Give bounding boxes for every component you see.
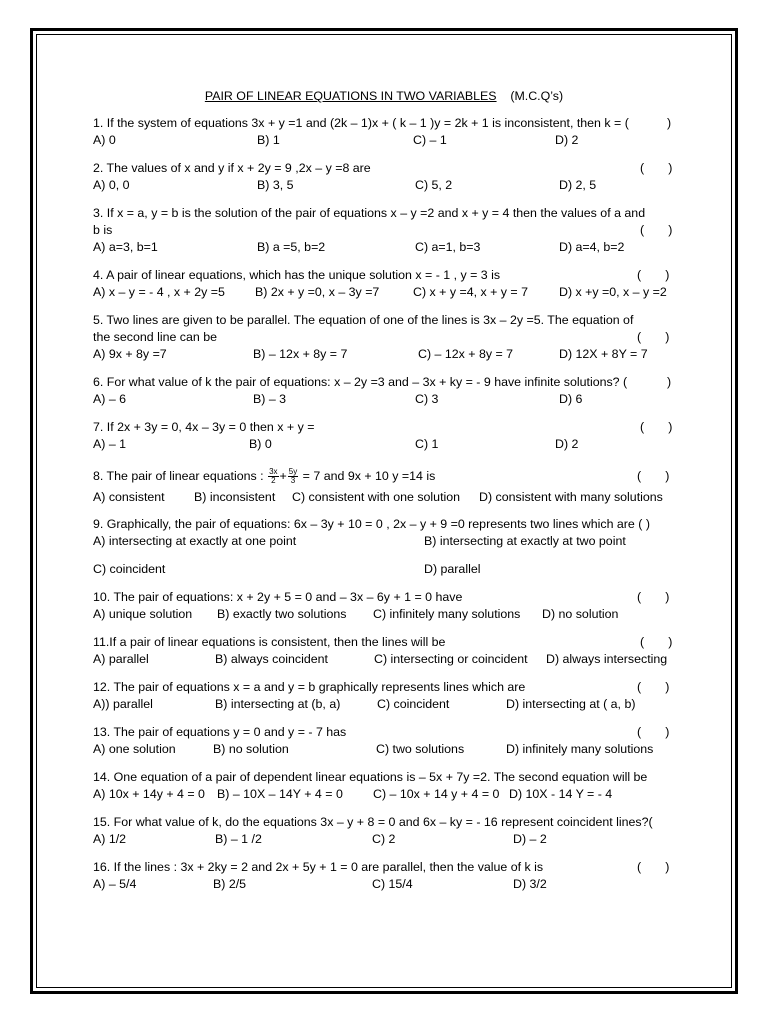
page-title (0, 89, 768, 103)
question-text-post: and 9x + 10 y =14 is (323, 469, 436, 483)
fraction-numerator: 3x (269, 467, 278, 477)
option-d: D) always intersecting (546, 652, 668, 666)
option-a: A)) parallel (93, 697, 153, 711)
answer-bracket: ( ) (637, 330, 670, 344)
answer-bracket: ( ) (640, 420, 673, 434)
option-c: C) coincident (93, 562, 166, 576)
answer-bracket: ( ) (637, 469, 670, 483)
option-c: C) – 1 (413, 133, 447, 147)
option-a: A) unique solution (93, 607, 193, 621)
answer-bracket: ( ) (637, 590, 670, 604)
question-10 (93, 589, 683, 623)
option-c: C) coincident (377, 697, 450, 711)
question-text: 3. If x = a, y = b is the solution of the pair of equations x – y =2 and x + y = 4 then the values of a and (93, 206, 646, 220)
question-text: 1. If the system of equations 3x + y =1 and (2k – 1)x + ( k – 1 )y = 2k + 1 is inconsistent, then k = ( (93, 116, 629, 130)
option-c: C) 3 (415, 392, 439, 406)
option-a: A) 9x + 8y =7 (93, 347, 167, 361)
option-a: A) – 5/4 (93, 877, 137, 891)
option-c: C) – 10x + 14 y + 4 = 0 (373, 787, 500, 801)
equals-value: = 7 (302, 469, 321, 483)
option-a: A) – 1 (93, 437, 127, 451)
question-text-cont: b is (93, 223, 113, 237)
question-16 (93, 859, 683, 893)
option-d: D) no solution (542, 607, 619, 621)
option-d: D) intersecting at ( a, b) (506, 697, 636, 711)
option-d: D) 12X + 8Y = 7 (559, 347, 648, 361)
fraction-3x-over-2 (268, 468, 278, 485)
option-d: D) a=4, b=2 (559, 240, 625, 254)
option-d: D) 10X - 14 Y = - 4 (509, 787, 613, 801)
fraction-5y-over-3 (288, 468, 298, 485)
option-a: A) parallel (93, 652, 149, 666)
answer-bracket-close: ) (667, 375, 672, 389)
question-15 (93, 814, 683, 848)
option-a: A) one solution (93, 742, 176, 756)
question-text-cont: the second line can be (93, 330, 217, 344)
question-text: 13. The pair of equations y = 0 and y = - 7 has (93, 725, 347, 739)
question-text: 12. The pair of equations x = a and y = b graphically represents lines which are (93, 680, 526, 694)
plus-sign: + (279, 469, 287, 483)
option-d: D) 3/2 (513, 877, 547, 891)
question-6 (93, 374, 683, 408)
title-tag: (M.C.Q’s) (510, 89, 564, 103)
question-8 (93, 466, 683, 506)
answer-bracket: ( ) (640, 223, 673, 237)
answer-bracket: ( ) (640, 635, 673, 649)
option-b: B) inconsistent (194, 490, 276, 504)
option-b: B) – 1 /2 (215, 832, 262, 846)
option-d: D) – 2 (513, 832, 547, 846)
question-7 (93, 419, 683, 453)
option-a: A) 0 (93, 133, 116, 147)
option-d: D) x +y =0, x – y =2 (559, 285, 667, 299)
option-c: C) x + y =4, x + y = 7 (413, 285, 529, 299)
fraction-denominator: 2 (271, 476, 276, 486)
question-5 (93, 312, 683, 363)
option-c: C) – 12x + 8y = 7 (418, 347, 514, 361)
option-a: A) 0, 0 (93, 178, 130, 192)
option-b: B) intersecting at (b, a) (215, 697, 341, 711)
option-d: D) 2, 5 (559, 178, 597, 192)
question-text: 8. The pair of linear equations : (93, 469, 264, 483)
question-text: 15. For what value of k, do the equations 3x – y + 8 = 0 and 6x – ky = - 16 represent coincident lines?( (93, 815, 653, 829)
option-b: B) 2/5 (213, 877, 247, 891)
option-a: A) 10x + 14y + 4 = 0 (93, 787, 205, 801)
answer-bracket: ( ) (637, 268, 670, 282)
option-b: B) 0 (249, 437, 272, 451)
option-d: D) 2 (555, 437, 579, 451)
fraction-denominator: 3 (290, 476, 296, 486)
option-a: A) a=3, b=1 (93, 240, 158, 254)
option-b: B) – 10X – 14Y + 4 = 0 (217, 787, 343, 801)
option-d: D) infinitely many solutions (506, 742, 654, 756)
fraction-numerator: 5y (288, 467, 298, 477)
answer-bracket: ( ) (637, 860, 670, 874)
option-c: C) 5, 2 (415, 178, 453, 192)
option-c: C) infinitely many solutions (373, 607, 521, 621)
option-b: B) – 3 (253, 392, 287, 406)
question-13 (93, 724, 683, 758)
option-c: C) 15/4 (372, 877, 413, 891)
option-b: B) exactly two solutions (217, 607, 347, 621)
option-a: A) – 6 (93, 392, 127, 406)
question-text: 11.If a pair of linear equations is consistent, then the lines will be (93, 635, 446, 649)
option-b: B) – 12x + 8y = 7 (253, 347, 348, 361)
option-c: C) a=1, b=3 (415, 240, 481, 254)
question-text: 7. If 2x + 3y = 0, 4x – 3y = 0 then x + y = (93, 420, 315, 434)
option-b: B) always coincident (215, 652, 328, 666)
question-text: 14. One equation of a pair of dependent linear equations is – 5x + 7y =2. The second equation will be (93, 770, 648, 784)
option-b: B) a =5, b=2 (257, 240, 326, 254)
question-text: 4. A pair of linear equations, which has the unique solution x = - 1 , y = 3 is (93, 268, 501, 282)
answer-bracket: ( ) (637, 680, 670, 694)
option-c: C) intersecting or coincident (374, 652, 528, 666)
option-a: A) x – y = - 4 , x + 2y =5 (93, 285, 225, 299)
question-1 (93, 115, 683, 149)
question-9 (93, 516, 683, 578)
option-c: C) 2 (372, 832, 396, 846)
option-b: B) 3, 5 (257, 178, 294, 192)
title-main: PAIR OF LINEAR EQUATIONS IN TWO VARIABLES (204, 89, 497, 103)
option-b: B) 2x + y =0, x – 3y =7 (255, 285, 380, 299)
question-11 (93, 634, 683, 668)
question-text: 5. Two lines are given to be parallel. The equation of one of the lines is 3x – 2y =5. The equation of (93, 313, 634, 327)
option-c: C) consistent with one solution (292, 490, 461, 504)
option-d: D) parallel (424, 562, 481, 576)
option-b: B) intersecting at exactly at two point (424, 534, 626, 548)
question-text: 2. The values of x and y if x + 2y = 9 ,2x – y =8 are (93, 161, 371, 175)
option-b: B) 1 (257, 133, 280, 147)
question-text: 6. For what value of k the pair of equations: x – 2y =3 and – 3x + ky = - 9 have infinite solutions? ( (93, 375, 628, 389)
option-a: A) intersecting at exactly at one point (93, 534, 297, 548)
question-text: 16. If the lines : 3x + 2ky = 2 and 2x + 5y + 1 = 0 are parallel, then the value of k is (93, 860, 544, 874)
answer-bracket: ( ) (637, 725, 670, 739)
question-3 (93, 205, 683, 256)
question-text: 10. The pair of equations: x + 2y + 5 = 0 and – 3x – 6y + 1 = 0 have (93, 590, 463, 604)
option-d: D) consistent with many solutions (479, 490, 663, 504)
option-c: C) 1 (415, 437, 439, 451)
option-d: D) 2 (555, 133, 579, 147)
option-b: B) no solution (213, 742, 289, 756)
question-12 (93, 679, 683, 713)
option-c: C) two solutions (376, 742, 465, 756)
question-2 (93, 160, 683, 194)
question-14 (93, 769, 683, 803)
option-d: D) 6 (559, 392, 583, 406)
answer-bracket-close: ) (667, 116, 672, 130)
question-text: 9. Graphically, the pair of equations: 6x – 3y + 10 = 0 , 2x – y + 9 =0 represents two lines which are ( ) (93, 517, 650, 531)
option-a: A) consistent (93, 490, 165, 504)
option-a: A) 1/2 (93, 832, 127, 846)
question-4 (93, 267, 683, 301)
answer-bracket: ( ) (640, 161, 673, 175)
